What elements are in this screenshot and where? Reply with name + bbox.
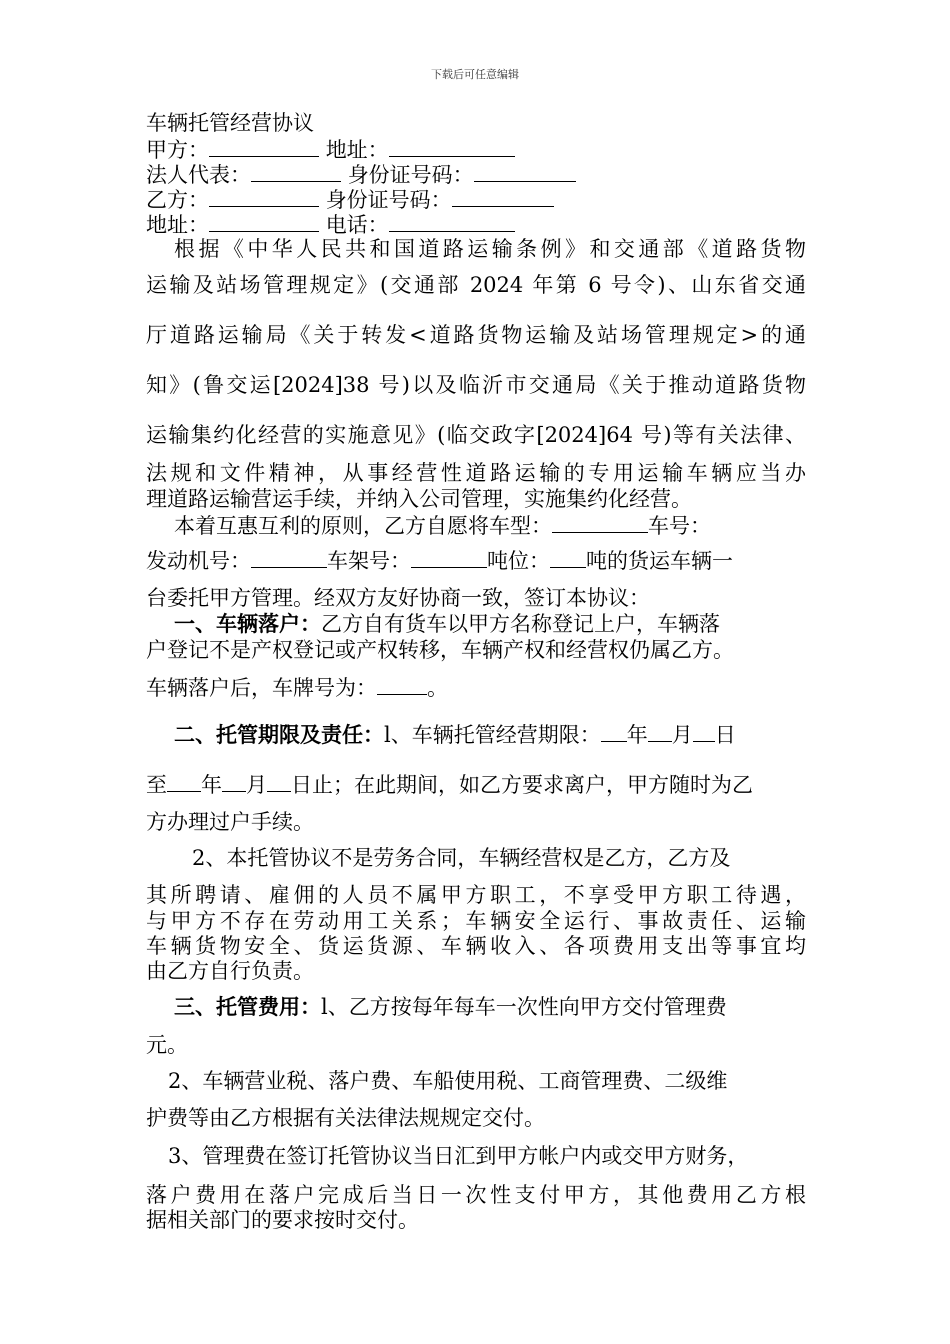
section-2-line — [174, 721, 736, 748]
month-label: 月 — [246, 773, 267, 797]
body-line: 据相关部门的要求按时交付。 — [146, 1208, 419, 1232]
body-line: 护费等由乙方根据有关法律法规规定交付。 — [146, 1106, 545, 1130]
body-line: 吨的货运车辆一 — [586, 549, 733, 573]
address2-blank[interactable] — [209, 211, 319, 232]
plate-line — [146, 674, 448, 701]
body-line: 落户费用在落户完成后当日一次性支付甲方，其他费用乙方根 — [146, 1183, 806, 1207]
body-line: 3、管理费在签订托管协议当日汇到甲方帐户内或交甲方财务， — [168, 1144, 749, 1168]
body-line: 乙方自有货车以甲方名称登记上户，车辆落 — [321, 612, 720, 636]
tonnage-blank[interactable] — [550, 547, 586, 568]
engine-blank[interactable] — [251, 547, 327, 568]
body-line: 法规和文件精神，从事经营性道路运输的专用运输车辆应当办 — [146, 461, 806, 485]
body-line: 由乙方自行负责。 — [146, 959, 314, 983]
engine-line — [146, 547, 733, 574]
plate-number-blank[interactable] — [377, 674, 427, 695]
tonnage-label: 吨位： — [487, 549, 550, 573]
body-line: 台委托甲方管理。经双方友好协商一致，签订本协议： — [146, 586, 650, 610]
id-blank[interactable] — [474, 161, 576, 182]
id-label-b: 身份证号码： — [325, 188, 452, 212]
document-title: 车辆托管经营协议 — [146, 111, 314, 135]
body-line: 日止；在此期间，如乙方要求离户，甲方随时为乙 — [291, 773, 753, 797]
body-line: 根据《中华人民共和国道路运输条例》和交通部《道路货物 — [174, 237, 806, 261]
end-month-blank[interactable] — [222, 771, 246, 792]
section-2-heading: 二、托管期限及责任： — [174, 722, 384, 747]
section-3-line — [174, 994, 727, 1020]
start-year-blank[interactable] — [601, 721, 627, 742]
engine-label: 发动机号： — [146, 549, 251, 573]
vehicle-type-label: 本着互惠互利的原则，乙方自愿将车型： — [174, 514, 552, 538]
body-line: 户登记不是产权登记或产权转移，车辆产权和经营权仍属乙方。 — [146, 638, 734, 662]
start-month-blank[interactable] — [648, 721, 672, 742]
body-line: 与甲方不存在劳动用工关系；车辆安全运行、事故责任、运输 — [146, 909, 806, 933]
body-line: 厅道路运输局《关于转发<道路货物运输及站场管理规定>的通 — [146, 323, 806, 347]
vehicle-type-blank[interactable] — [552, 512, 648, 533]
end-year-blank[interactable] — [167, 771, 201, 792]
to-label: 至 — [146, 773, 167, 797]
plate-number-label: 车辆落户后，车牌号为： — [146, 676, 377, 700]
party-b-blank[interactable] — [209, 186, 319, 207]
body-line: 理道路运输营运手续，并纳入公司管理，实施集约化经营。 — [146, 487, 692, 511]
year-label: 年 — [201, 773, 222, 797]
frame-label: 车架号： — [327, 549, 411, 573]
body-line: l、车辆托管经营期限： — [384, 723, 601, 747]
id-blank-b[interactable] — [452, 186, 554, 207]
legal-rep-label: 法人代表： — [146, 163, 251, 187]
frame-blank[interactable] — [411, 547, 487, 568]
party-b-line — [146, 186, 554, 213]
id-label: 身份证号码： — [347, 163, 474, 187]
legal-rep-blank[interactable] — [251, 161, 341, 182]
section-1-heading: 一、车辆落户： — [174, 611, 321, 636]
end-date-line — [146, 771, 753, 798]
page-header: 下载后可任意编辑 — [431, 68, 519, 81]
period: 。 — [427, 676, 448, 700]
legal-rep-line — [146, 161, 576, 188]
party-a-blank[interactable] — [209, 136, 319, 157]
end-day-blank[interactable] — [267, 771, 291, 792]
month-label: 月 — [671, 723, 693, 747]
start-day-blank[interactable] — [693, 721, 715, 742]
section-1-line — [174, 611, 720, 637]
body-line: 方办理过户手续。 — [146, 810, 314, 834]
phone-blank[interactable] — [389, 211, 515, 232]
address-phone-line — [146, 211, 515, 238]
address-label: 地址： — [325, 138, 389, 162]
phone-label: 电话： — [325, 213, 389, 237]
body-line: 其所聘请、雇佣的人员不属甲方职工，不享受甲方职工待遇， — [146, 883, 806, 907]
address-blank[interactable] — [389, 136, 515, 157]
vehicle-line — [174, 512, 711, 539]
body-line: 车辆货物安全、货运货源、车辆收入、各项费用支出等事宜均 — [146, 934, 806, 958]
party-b-label: 乙方： — [146, 188, 209, 212]
party-a-label: 甲方： — [146, 138, 209, 162]
section-3-heading: 三、托管费用： — [174, 994, 321, 1019]
day-label: 日 — [714, 723, 736, 747]
year-label: 年 — [626, 723, 648, 747]
body-line: 2、本托管协议不是劳务合同，车辆经营权是乙方，乙方及 — [192, 846, 731, 870]
body-line: l、乙方按每年每车一次性向甲方交付管理费 — [321, 995, 727, 1019]
address2-label: 地址： — [146, 213, 209, 237]
body-line: 运输集约化经营的实施意见》(临交政字[2024]64 号)等有关法律、 — [146, 423, 806, 447]
body-line: 知》(鲁交运[2024]38 号)以及临沂市交通局《关于推动道路货物 — [146, 373, 806, 397]
plate-label: 车号： — [648, 514, 711, 538]
party-a-line — [146, 136, 515, 163]
body-line: 2、车辆营业税、落户费、车船使用税、工商管理费、二级维 — [168, 1069, 728, 1093]
body-line: 运输及站场管理规定》(交通部 2024 年第 6 号令)、山东省交通 — [146, 273, 806, 297]
body-line: 元。 — [146, 1033, 188, 1057]
